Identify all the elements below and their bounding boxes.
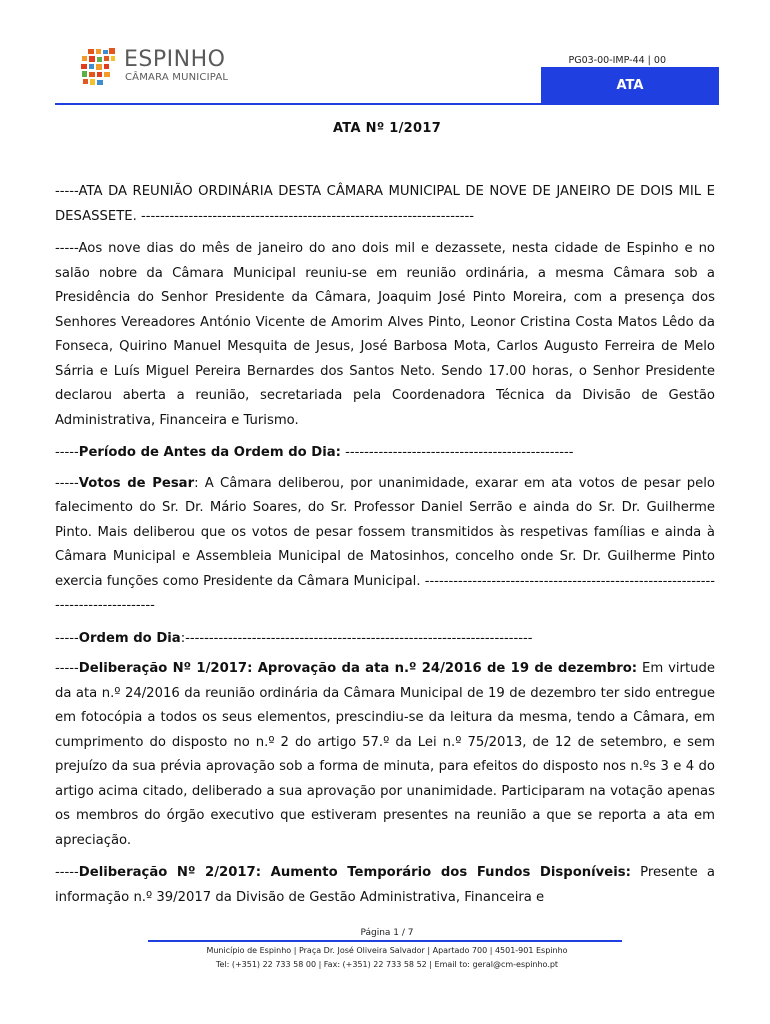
document-code: PG03-00-IMP-44 | 00 xyxy=(568,55,666,66)
footer-contacts: Tel: (+351) 22 733 58 00 | Fax: (+351) 22 733 58 52 | Email to: geral@cm-espinho.pt xyxy=(215,960,559,969)
page-number: Página 1 / 7 xyxy=(360,928,414,938)
section-heading-condolences: Votos de Pesar xyxy=(78,475,195,491)
municipality-logo xyxy=(78,47,238,91)
dash-prefix: ----- xyxy=(55,475,79,491)
footer-divider xyxy=(148,940,622,942)
logo-mosaic-icon xyxy=(78,47,120,89)
paragraph-heading: -----ATA DA REUNIÃO ORDINÁRIA DESTA CÂMARA MUNICIPAL DE NOVE DE JANEIRO DE DOIS MIL E DESASSETE. ---------------------------------------------------------------------- xyxy=(55,184,715,224)
dash-prefix: ----- xyxy=(55,445,79,460)
section-heading-before-agenda: Período de Antes da Ordem do Dia: xyxy=(78,445,341,460)
dash-prefix: ----- xyxy=(55,865,79,880)
paragraph-condolences xyxy=(55,472,715,619)
document-body xyxy=(55,180,715,918)
section-heading-agenda: Ordem do Dia xyxy=(78,630,181,646)
paragraph-before-agenda xyxy=(55,441,715,466)
paragraph-opening: -----Aos nove dias do mês de janeiro do ano dois mil e dezassete, nesta cidade de Espinho e no salão nobre da Câmara Municipal reuniu-se em reunião ordinária, a mesma Câmara sob a Presidência do Senhor Presidente da Câmara, Joaquim José Pinto Moreira, com a presença dos Senhores Vereadores António Vicente de Amorim Alves Pinto, Leonor Cristina Costa Matos Lêdo da Fonseca, Quirino Manuel Mesquita de Jesus, José Barbosa Mota, Carlos Augusto Ferreira de Melo Sárria e Luís Miguel Pereira Bernardes dos Santos Neto. Sendo 17.00 horas, o Senhor Presidente declarou aberta a reunião, secretariada pela Coordenadora Técnica da Divisão de Gestão Administrativa, Financeira e Turismo. xyxy=(55,241,715,428)
condolences-text: : A Câmara deliberou, por unanimidade, exarar em ata votos de pesar pelo falecimento do Sr. Dr. Mário Soares, do Sr. Professor Daniel Serrão e ainda do Sr. Dr. Guilherme Pinto. Mais deliberou que os votos de pesar fossem transmitidos às respetivas famílias e ainda à Câmara Municipal e Assembleia Municipal de Matosinhos, concelho onde Sr. Dr. Guilherme Pinto exercia funções como Presidente da Câmara Municipal. ---------------------------------------------------------------------------------- xyxy=(55,475,715,613)
dash-prefix: ----- xyxy=(55,661,79,676)
ata-label-box: ATA xyxy=(541,67,719,103)
document-title: ATA Nº 1/2017 xyxy=(332,121,442,136)
dash-fill: :------------------------------------------------------------------------- xyxy=(180,630,533,646)
deliberation-1-text: Em virtude da ata n.º 24/2016 da reunião ordinária da Câmara Municipal de 19 de dezembro ter sido entregue em fotocópia a todos os seus elementos, prescindiu-se da leitura da mesma, tendo a Câmara, em cumprimento do disposto no n.º 2 do artigo 57.º da Lei n.º 75/2013, de 12 de setembro, e sem prejuízo da sua prévia aprovação sob a forma de minuta, para efeitos do disposto nos n.ºs 3 e 4 do artigo acima citado, deliberado a sua aprovação por unanimidade. Participaram na votação apenas os membros do órgão executivo que estiveram presentes na reunião a que se reporta a ata em apreciação. xyxy=(55,661,715,848)
footer-address: Município de Espinho | Praça Dr. José Oliveira Salvador | Apartado 700 | 4501-901 Espinho xyxy=(206,946,568,955)
paragraph-deliberation-1 xyxy=(55,657,715,853)
deliberation-2-heading: Deliberação Nº 2/2017: Aumento Temporário dos Fundos Disponíveis: xyxy=(78,865,631,880)
dash-prefix: ----- xyxy=(55,630,79,646)
deliberation-2-text: Presente a informação n.º 39/2017 da Divisão de Gestão Administrativa, Financeira e xyxy=(55,865,715,905)
paragraph-deliberation-2 xyxy=(55,861,715,910)
deliberation-1-heading: Deliberação Nº 1/2017: Aprovação da ata n.º 24/2016 de 19 de dezembro: xyxy=(78,661,638,676)
dash-fill: ------------------------------------------------ xyxy=(340,445,574,460)
logo-subtitle: CÂMARA MUNICIPAL xyxy=(125,72,229,83)
paragraph-agenda xyxy=(55,627,715,652)
logo-name: ESPINHO xyxy=(124,47,226,72)
header-divider xyxy=(55,103,719,105)
